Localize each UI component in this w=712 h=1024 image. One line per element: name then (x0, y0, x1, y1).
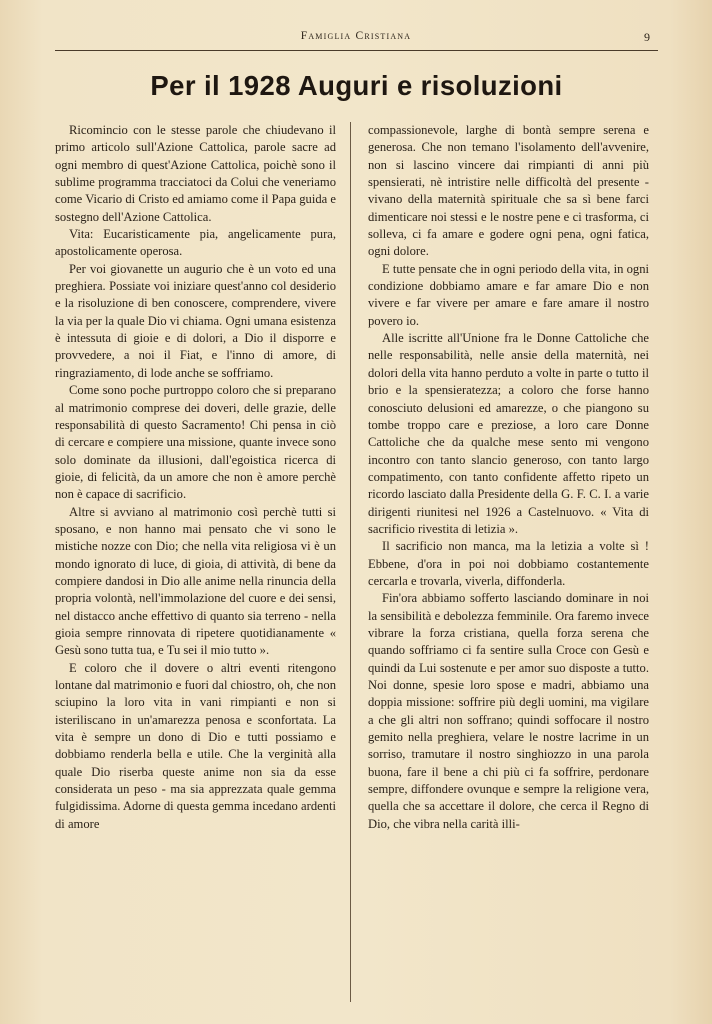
paragraph: Il sacrificio non manca, ma la letizia a volte sì ! Ebbene, d'ora in poi noi dobbiamo costantemente cercarla e trovarla, viverla, diffonderla. (368, 539, 649, 588)
left-column (55, 122, 336, 1002)
paragraph: Per voi giovanette un augurio che è un voto ed una preghiera. Possiate voi iniziare quest'anno col desiderio e la risoluzione di ben conoscere, comprendere, vivere la via per la quale Dio vi chiama. Ogni umana esistenza è intessuta di gioie e di dolori, a Dio il disporre e provvedere, a noi il Fiat, e l'inno di amore, di ringraziamento, di lode anche se soffriamo. (55, 261, 336, 380)
article-title: Per il 1928 Auguri e risoluzioni (150, 70, 563, 101)
paragraph: Vita: Eucaristicamente pia, angelicamente pura, apostolicamente operosa. (55, 227, 336, 259)
paragraph: Come sono poche purtroppo coloro che si preparano al matrimonio comprese dei doveri, delle grazie, delle responsabilità di questo Sacramento! Chi pensa in ciò di cercare e compiere una missione, quante invece sono solo dominate da illusioni, dall'egoistica ricerca di gioie, di felicità, da un amore che non è amore perchè non è capace di sacrificio. (55, 383, 336, 502)
paragraph: Alle iscritte all'Unione fra le Donne Cattoliche che nelle responsabilità, nelle ansie della maternità, nei dolori della vita hanno perduto a volte in parte o tutto il brio e la spensieratezza; a coloro che forse hanno conosciuto delusioni ed amarezze, o che piangono su tombe troppo care e preziose, a loro care Donne Cattoliche che da qualche mese sento mi vengono incontro con tanto slancio generoso, con tanto largo compatimento, con tanto confidente affetto ripeto un ricordo lasciato dalla Presidente della G. F. C. I. a varie dirigenti riunitesi nel 1926 a Castelnuovo. « Vita di sacrificio rivestita di letizia ». (368, 331, 649, 536)
paragraph: Ricomincio con le stesse parole che chiudevano il primo articolo sull'Azione Cattolica, parole sacre ad ogni membro di quest'Azione Cattolica, poichè sono il sublime programma tracciatoci da Colui che veneriamo come Vicario di Cristo ed amiamo come il Papa guida e sostegno dell'Azione Cattolica. (55, 123, 336, 224)
paragraph: E tutte pensate che in ogni periodo della vita, in ogni condizione dobbiamo amare e far amare Dio e non vivere e far vivere per amare e fare amare il nostro povero io. (368, 261, 649, 328)
magazine-title: Famiglia Cristiana (300, 30, 412, 42)
paragraph: compassionevole, larghe di bontà sempre serena e generosa. Che non temano l'isolamento dell'avvenire, non si lascino vincere dai rimpianti di anni più spensierati, nè intristire nelle difficoltà del presente - vivano della maternità spirituale che sa sì bene farci dimenticare noi stessi e le nostre pene e ci trasforma, ci solleva, ci fa amare e godere ogni pena, ogni fatica, ogni dolore. (368, 123, 649, 259)
running-head (0, 30, 712, 48)
paragraph: Fin'ora abbiamo sofferto lasciando dominare in noi la sensibilità e debolezza femminile. Ora faremo invece vibrare la forza cristiana, quella forza serena che quando soffriamo ci fa sentire sulla Croce con Gesù e quindi da Lui sostenute e per amor suo disposte a tutto. Noi donne, spesie loro spose e madri, abbiamo una doppia missione: soffrire più degli uomini, ma vigilare a che gli altri non soffrano; quindi soffocare il nostro gemito nella preghiera, velare le nostre lacrime in un sorriso, tramutare il nostro singhiozzo in una parola buona, fare il bene a chi più ci fa soffrire, perdonare sempre, diffondere ovunque e sempre la religione vera, quella che sa accettare il dolore, che cerca il Regno di Dio, che vibra nella carità illi- (368, 591, 649, 831)
paragraph: E coloro che il dovere o altri eventi ritengono lontane dal matrimonio e fuori dal chiostro, oh, che non sciupino la loro vita in vani rimpianti e non si isteriliscano in un'amarezza penosa e sconfortata. La vita è sempre un dono di Dio e tutti possiamo e dobbiamo renderla bella e utile. Che la verginità alla quale Dio riserba queste anime non sia da esse considerata un peso - ma sia apprezzata quale gemma fulgidissima. Adorne di questa gemma incedano ardenti di amore (55, 660, 336, 831)
right-column (368, 122, 649, 1002)
header-rule (55, 50, 658, 51)
paragraph: Altre si avviano al matrimonio così perchè tutti si sposano, e non hanno mai pensato che vi sono le mistiche nozze con Dio; che nella vita religiosa vi è un mondo ignorato di luce, di gioia, di attività, di bene da compiere dandosi in Dio alle anime nella rinuncia della propria volontà, nell'immolazione del cuore e dei sensi, nel distacco anche effettivo di quanto sia terreno - nella gioia sempre rinnovata di ripetere quotidianamente « Gesù sono tutta tua, e Tu sei il mio tutto ». (55, 504, 336, 658)
column-divider (350, 122, 351, 1002)
page-number: 9 (644, 30, 650, 44)
